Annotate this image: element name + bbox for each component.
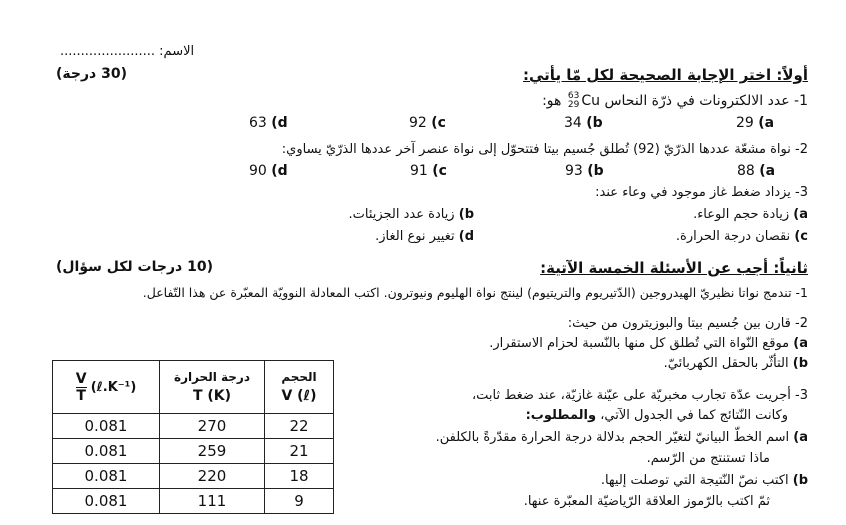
- part2-points: (10 درجات لكل سؤال): [56, 259, 213, 275]
- col-vol-header: الحجم V (ℓ): [265, 361, 334, 414]
- q2-option-b[interactable]: 93 (b: [565, 163, 604, 179]
- cell-ratio: 0.081: [53, 464, 160, 489]
- atomic-number: 29: [567, 100, 580, 110]
- col-temp-header: درجة الحرارة T (K): [160, 361, 265, 414]
- cell-temp: 220: [160, 464, 265, 489]
- q3-option-d[interactable]: d) تغيير نوع الغاز.: [375, 229, 474, 244]
- q3-option-b[interactable]: b) زيادة عدد الجزيئات.: [348, 207, 474, 222]
- table-row: [53, 464, 334, 489]
- p2-q3-a: a) اسم الخطّ البيانيّ لتغيّر الحجم بدلالة درجة الحرارة مقدّرةً بالكلفن.: [435, 430, 808, 445]
- results-table: [52, 360, 334, 514]
- col-ratio-header: $\frac{V}{T}$ (ℓ.K⁻¹): [53, 361, 160, 414]
- q1-option-b[interactable]: 34 (b: [564, 115, 603, 131]
- isotope-notation: [566, 92, 600, 110]
- p2-q3-b-line2: ثمّ اكتب بالرّموز العلاقة الرّياضيّة المعبّرة عنها.: [523, 494, 770, 509]
- q2-option-a[interactable]: 88 (a: [737, 163, 776, 179]
- q1-text-a: 1- عدد الالكترونات في ذرّة النحاس: [604, 93, 808, 109]
- table-row: [53, 439, 334, 464]
- table-header-row: [53, 361, 334, 414]
- cell-vol: 18: [265, 464, 334, 489]
- part1-points: (30 درجة): [56, 66, 127, 82]
- cell-temp: 111: [160, 489, 265, 514]
- q1-text: [542, 92, 808, 110]
- q3-text: 3- يزداد ضغط غاز موجود في وعاء عند:: [595, 185, 808, 200]
- table-row: [53, 489, 334, 514]
- q3-option-c[interactable]: c) نقصان درجة الحرارة.: [675, 229, 808, 244]
- part1-title: أولاً: اختر الإجابة الصحيحة لكل مّا يأتي:: [523, 66, 808, 84]
- cell-ratio: 0.081: [53, 489, 160, 514]
- cell-ratio: 0.081: [53, 439, 160, 464]
- q1-option-d[interactable]: 63 (d: [249, 115, 288, 131]
- q1-text-b: هو:: [542, 93, 562, 109]
- p2-q2-a: a) موقع النّواة التي تُطلق كل منها بالنّسبة لحزام الاستقرار.: [489, 336, 808, 351]
- part2-title: ثانياً: أجب عن الأسئلة الخمسة الآتية:: [540, 259, 808, 277]
- p2-q2-text: 2- قارن بين جُسيم بيتا والبوزيترون من حيث:: [567, 316, 808, 331]
- cell-temp: 259: [160, 439, 265, 464]
- cell-vol: 21: [265, 439, 334, 464]
- name-label: الاسم: .......................: [60, 44, 195, 59]
- q2-option-d[interactable]: 90 (d: [249, 163, 288, 179]
- q2-option-c[interactable]: 91 (c: [410, 163, 447, 179]
- p2-q3-line2: وكانت النّتائج كما في الجدول الآتي، والمطلوب:: [525, 408, 788, 423]
- mass-number: 63: [567, 91, 580, 101]
- q2-text: 2- نواة مشعّة عددها الذرّيّ (92) تُطلق جُسيم بيتا فتتحوّل إلى نواة عنصر آخر عددها الذرّيّ يساوي:: [281, 142, 808, 157]
- q1-option-c[interactable]: 92 (c: [409, 115, 446, 131]
- p2-q3-a-line2: ماذا تستنتج من الرّسم.: [646, 451, 770, 466]
- table-row: [53, 414, 334, 439]
- q3-option-a[interactable]: a) زيادة حجم الوعاء.: [693, 207, 808, 222]
- p2-q3-line1: 3- أجريت عدّة تجارب مخبريّة على عيّنة غازيّة، عند ضغط ثابت،: [471, 388, 808, 403]
- q1-option-a[interactable]: 29 (a: [736, 115, 775, 131]
- cell-vol: 9: [265, 489, 334, 514]
- cell-ratio: 0.081: [53, 414, 160, 439]
- element-symbol: Cu: [581, 93, 600, 109]
- p2-q2-b: b) التأثّر بالحقل الكهربائيّ.: [663, 356, 808, 371]
- cell-vol: 22: [265, 414, 334, 439]
- cell-temp: 270: [160, 414, 265, 439]
- p2-q3-b: b) اكتب نصّ النّتيجة التي توصلت إليها.: [600, 473, 808, 488]
- p2-q1-text: 1- تندمج نواتا نظيريّ الهيدروجين (الدّتيريوم والتريتيوم) لينتج نواة الهليوم ونيوترون. اكتب المعادلة النوويّة المعبّرة عن هذا التّفاعل.: [142, 285, 808, 300]
